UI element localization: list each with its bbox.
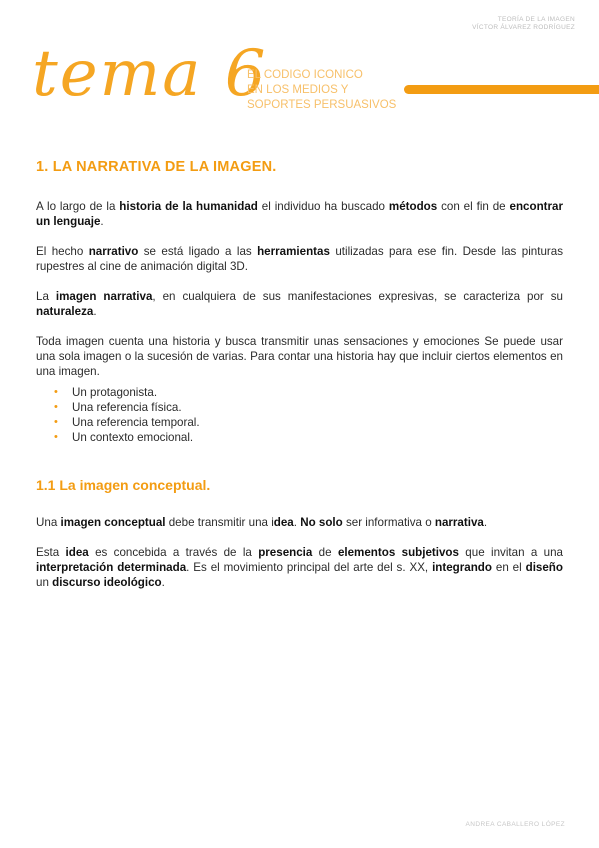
bullet-icon: • bbox=[54, 386, 58, 398]
list-item-text: Un protagonista. bbox=[72, 386, 158, 399]
bold-text: interpretación determinada bbox=[36, 561, 187, 574]
header-meta-author: VÍCTOR ÁLVAREZ RODRÍGUEZ bbox=[472, 24, 575, 31]
text: . Es el movimiento principal del arte del s. XX, bbox=[186, 561, 433, 574]
text: debe transmitir una i bbox=[165, 516, 274, 529]
main-content bbox=[36, 158, 563, 605]
bold-text: imagen narrativa bbox=[55, 290, 153, 303]
tema-title: tema 6 bbox=[32, 37, 268, 111]
text: es concebida a través de la bbox=[88, 546, 259, 559]
text: se está ligado a las bbox=[138, 245, 258, 258]
text: . bbox=[161, 576, 165, 589]
bold-text: narrativo bbox=[88, 245, 139, 258]
bold-text: No solo bbox=[300, 516, 343, 529]
tema-subtitle-line: EL CODIGO ICONICO bbox=[247, 69, 363, 81]
subsection-heading: 1.1 La imagen conceptual. bbox=[36, 477, 211, 493]
list-item-text: Una referencia física. bbox=[72, 401, 182, 414]
text: en el bbox=[491, 561, 526, 574]
text: . bbox=[293, 516, 301, 529]
text: , en cualquiera de sus manifestaciones expresivas, se caracteriza por su bbox=[152, 290, 564, 303]
text: . bbox=[100, 215, 104, 228]
text: . bbox=[483, 516, 488, 529]
list-item bbox=[54, 385, 563, 400]
bold-text: encontrar un lenguaje bbox=[36, 200, 564, 228]
header-accent-bar bbox=[404, 85, 599, 94]
text: Esta bbox=[36, 546, 66, 559]
header-meta-course: TEORÍA DE LA IMAGEN bbox=[497, 16, 575, 23]
bold-text: presencia bbox=[258, 546, 313, 559]
bold-text: dea bbox=[273, 516, 294, 529]
tema-subtitle-line: EN LOS MEDIOS Y bbox=[247, 84, 349, 96]
bullet-list bbox=[36, 385, 563, 445]
text: . bbox=[93, 305, 97, 318]
paragraph bbox=[36, 199, 563, 229]
text: A lo largo de la bbox=[36, 200, 120, 213]
text: de bbox=[312, 546, 338, 559]
paragraph bbox=[36, 244, 563, 274]
text: El hecho bbox=[36, 245, 89, 258]
paragraph bbox=[36, 515, 563, 530]
header-meta bbox=[472, 16, 575, 32]
paragraph bbox=[36, 289, 563, 319]
bold-text: diseño bbox=[525, 561, 563, 574]
bullet-icon: • bbox=[54, 431, 58, 443]
bold-text: idea bbox=[65, 546, 89, 559]
list-item bbox=[54, 415, 563, 430]
section-heading: 1. LA NARRATIVA DE LA IMAGEN. bbox=[36, 159, 277, 175]
bold-text: historia de la humanidad bbox=[119, 200, 258, 213]
text: utilizadas para ese fin. Desde las pinturas rupestres al cine de animación digital 3D. bbox=[36, 245, 563, 273]
paragraph bbox=[36, 545, 563, 590]
bold-text: naturaleza bbox=[36, 305, 94, 318]
list-item-text: Una referencia temporal. bbox=[72, 416, 200, 429]
bold-text: integrando bbox=[432, 561, 492, 574]
list-item bbox=[54, 430, 563, 445]
tema-subtitle-line: SOPORTES PERSUASIVOS bbox=[247, 99, 397, 111]
bold-text: narrativa bbox=[434, 516, 484, 529]
list-item bbox=[54, 400, 563, 415]
bold-text: elementos subjetivos bbox=[337, 546, 459, 559]
bullet-icon: • bbox=[54, 416, 58, 428]
text: que invitan a una bbox=[458, 546, 563, 559]
footer-author: ANDREA CABALLERO LÓPEZ bbox=[465, 821, 565, 828]
bold-text: métodos bbox=[388, 200, 438, 213]
bold-text: herramientas bbox=[257, 245, 330, 258]
text: Una bbox=[36, 516, 61, 529]
text: el individuo ha buscado bbox=[257, 200, 389, 213]
tema-subtitle bbox=[247, 68, 396, 113]
text: La bbox=[36, 290, 56, 303]
list-item-text: Un contexto emocional. bbox=[72, 431, 194, 444]
bold-text: imagen conceptual bbox=[60, 516, 166, 529]
text: con el fin de bbox=[437, 200, 510, 213]
bold-text: discurso ideológico bbox=[52, 576, 162, 589]
text: un bbox=[36, 576, 53, 589]
text: ser informativa o bbox=[342, 516, 435, 529]
bullet-icon: • bbox=[54, 401, 58, 413]
paragraph: Toda imagen cuenta una historia y busca transmitir unas sensaciones y emociones Se puede usar una sola imagen o la sucesión de varias. Para contar una historia hay que incluir ciertos elementos en una imagen. bbox=[36, 335, 563, 378]
